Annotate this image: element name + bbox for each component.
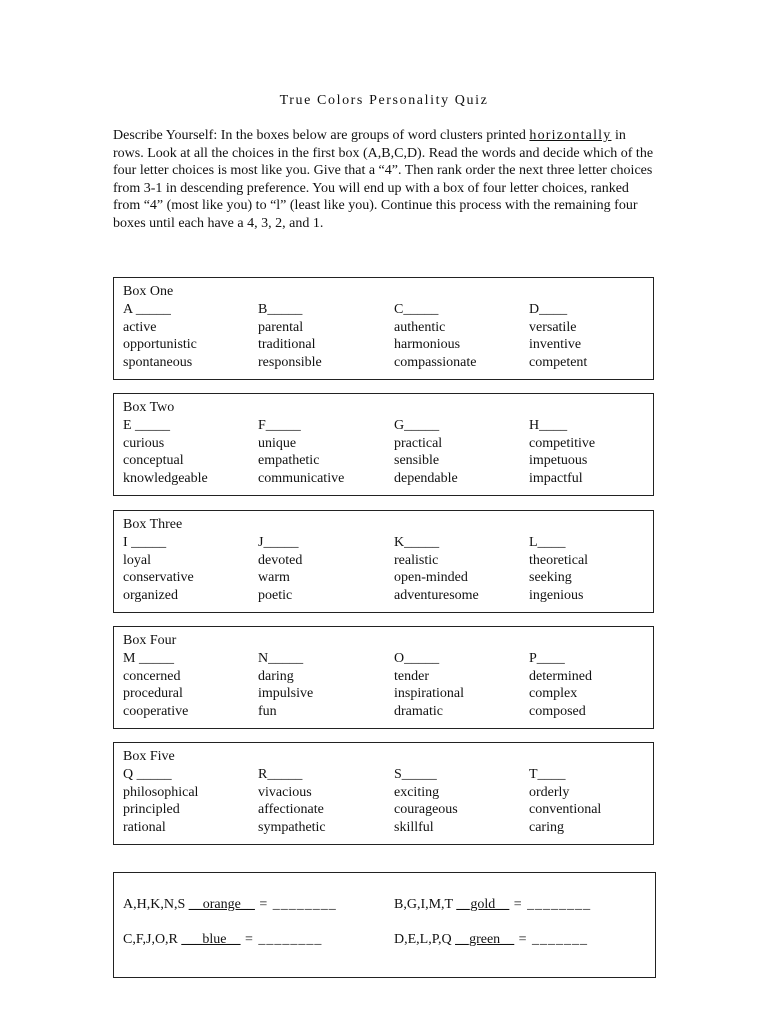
choice-column-b: [258, 301, 322, 371]
choice-label: T____: [529, 767, 566, 782]
instructions-text: Describe Yourself: In the boxes below are groups of word clusters printed: [113, 128, 526, 143]
choice-word: organized: [123, 587, 178, 603]
choice-word: poetic: [258, 587, 293, 603]
choice-word: versatile: [529, 319, 577, 335]
choice-label: B_____: [258, 302, 303, 317]
box-title: Box Three: [123, 517, 183, 532]
choice-word: complex: [529, 686, 578, 702]
choice-word: impulsive: [258, 686, 314, 702]
box-one: [113, 277, 654, 380]
choice-word: impactful: [529, 470, 583, 486]
choice-column-c: [394, 301, 476, 371]
choice-column-f: [258, 417, 344, 487]
choice-word: curious: [123, 435, 165, 451]
choice-column-h: [529, 417, 595, 487]
choice-word: traditional: [258, 337, 316, 353]
summary-letters: C,F,J,O,R: [123, 932, 178, 947]
choice-word: dependable: [394, 470, 458, 486]
choice-word: devoted: [258, 552, 303, 568]
choice-word: tender: [394, 668, 429, 684]
box-title: Box Four: [123, 633, 177, 648]
choice-word: competent: [529, 354, 588, 370]
summary-score-blank: = ________: [254, 897, 337, 912]
summary-line-orange: [123, 897, 337, 913]
choice-word: spontaneous: [123, 354, 193, 370]
box-title: Box Two: [123, 400, 175, 415]
choice-column-r: [258, 766, 326, 836]
choice-word: realistic: [394, 552, 439, 568]
choice-label: G_____: [394, 418, 440, 433]
choice-word: determined: [529, 668, 592, 684]
choice-word: principled: [123, 802, 180, 818]
summary-line-gold: [394, 897, 591, 913]
choice-column-i: [123, 534, 194, 604]
choice-label: J_____: [258, 535, 299, 550]
choice-word: cooperative: [123, 703, 189, 719]
box-title: Box One: [123, 284, 174, 299]
choice-word: concerned: [123, 668, 181, 684]
choice-word: conservative: [123, 570, 194, 586]
choice-word: empathetic: [258, 453, 320, 469]
summary-letters: D,E,L,P,Q: [394, 932, 452, 947]
choice-word: affectionate: [258, 802, 324, 818]
choice-word: conventional: [529, 802, 602, 818]
summary-line-blue: [123, 932, 322, 948]
choice-word: fun: [258, 703, 277, 719]
choice-word: vivacious: [258, 784, 312, 800]
choice-column-s: [394, 766, 458, 836]
summary-color: ___blue__: [181, 932, 241, 947]
choice-word: parental: [258, 319, 304, 335]
choice-label: Q _____: [123, 767, 172, 782]
choice-label: S_____: [394, 767, 437, 782]
choice-column-e: [123, 417, 208, 487]
choice-column-o: [394, 650, 464, 720]
color-summary-box: [113, 872, 656, 978]
choice-word: open-minded: [394, 570, 468, 586]
choice-word: sensible: [394, 453, 440, 469]
choice-column-l: [529, 534, 588, 604]
box-two: [113, 393, 654, 496]
choice-label: E _____: [123, 418, 171, 433]
choice-word: active: [123, 319, 157, 335]
choice-word: competitive: [529, 435, 596, 451]
box-title: Box Five: [123, 749, 175, 764]
box-five: [113, 742, 654, 845]
choice-label: P____: [529, 651, 565, 666]
choice-word: exciting: [394, 784, 440, 800]
summary-score-blank: = ________: [509, 897, 592, 912]
choice-column-a: [123, 301, 197, 371]
choice-label: A _____: [123, 302, 171, 317]
summary-color: __orange__: [188, 897, 255, 912]
instructions: [113, 127, 658, 233]
choice-label: C_____: [394, 302, 439, 317]
choice-word: inventive: [529, 337, 582, 353]
choice-label: K_____: [394, 535, 440, 550]
choice-column-q: [123, 766, 198, 836]
choice-word: responsible: [258, 354, 322, 370]
choice-word: theoretical: [529, 552, 589, 568]
choice-word: sympathetic: [258, 819, 326, 835]
summary-letters: A,H,K,N,S: [123, 897, 186, 912]
choice-word: adventuresome: [394, 587, 479, 603]
box-four: [113, 626, 654, 729]
choice-word: caring: [529, 819, 564, 835]
choice-column-t: [529, 766, 601, 836]
choice-word: inspirational: [394, 686, 464, 702]
choice-word: skillful: [394, 819, 434, 835]
summary-score-blank: = ________: [240, 932, 323, 947]
page-title: True Colors Personality Quiz: [279, 93, 489, 108]
choice-word: harmonious: [394, 337, 461, 353]
choice-label: D____: [529, 302, 568, 317]
choice-word: unique: [258, 435, 297, 451]
choice-label: L____: [529, 535, 566, 550]
choice-word: conceptual: [123, 453, 184, 469]
choice-word: daring: [258, 668, 294, 684]
choice-column-j: [258, 534, 302, 604]
choice-label: F_____: [258, 418, 301, 433]
choice-column-n: [258, 650, 313, 720]
choice-word: knowledgeable: [123, 470, 208, 486]
choice-word: ingenious: [529, 587, 584, 603]
box-three: [113, 510, 654, 613]
choice-word: rational: [123, 819, 166, 835]
choice-word: practical: [394, 435, 443, 451]
choice-column-d: [529, 301, 587, 371]
choice-word: warm: [258, 570, 290, 586]
choice-label: M _____: [123, 651, 174, 666]
choice-word: courageous: [394, 802, 458, 818]
choice-label: H____: [529, 418, 568, 433]
choice-label: R_____: [258, 767, 303, 782]
choice-label: N_____: [258, 651, 304, 666]
choice-word: philosophical: [123, 784, 199, 800]
choice-column-k: [394, 534, 479, 604]
choice-word: opportunistic: [123, 337, 197, 353]
choice-word: orderly: [529, 784, 570, 800]
choice-label: O_____: [394, 651, 440, 666]
choice-column-g: [394, 417, 458, 487]
summary-color: __gold__: [456, 897, 510, 912]
choice-word: seeking: [529, 570, 572, 586]
summary-letters: B,G,I,M,T: [394, 897, 453, 912]
choice-word: compassionate: [394, 354, 477, 370]
choice-word: loyal: [123, 552, 151, 568]
summary-line-green: [394, 932, 588, 948]
choice-word: dramatic: [394, 703, 443, 719]
choice-word: communicative: [258, 470, 345, 486]
summary-color: __green__: [455, 932, 515, 947]
choice-label: I _____: [123, 535, 167, 550]
summary-score-blank: = _______: [514, 932, 589, 947]
choice-word: authentic: [394, 319, 446, 335]
choice-word: procedural: [123, 686, 183, 702]
choice-column-p: [529, 650, 592, 720]
instructions-text-continued: in rows. Look at all the choices in the first box (A,B,C,D). Read the words and decide which of the four letter choices is most like you. Give that a “4”. Then rank order the next three letter choices from 3-1 in descending preference. You will end up with a box of four letter choices, ranked from “4” (most like you) to “l” (least like you). Continue this process with the remaining four boxes until each have a 4, 3, 2, and 1.: [113, 128, 654, 231]
choice-word: impetuous: [529, 453, 588, 469]
instructions-underlined-word: horizontally: [529, 128, 612, 143]
choice-column-m: [123, 650, 188, 720]
choice-word: composed: [529, 703, 586, 719]
